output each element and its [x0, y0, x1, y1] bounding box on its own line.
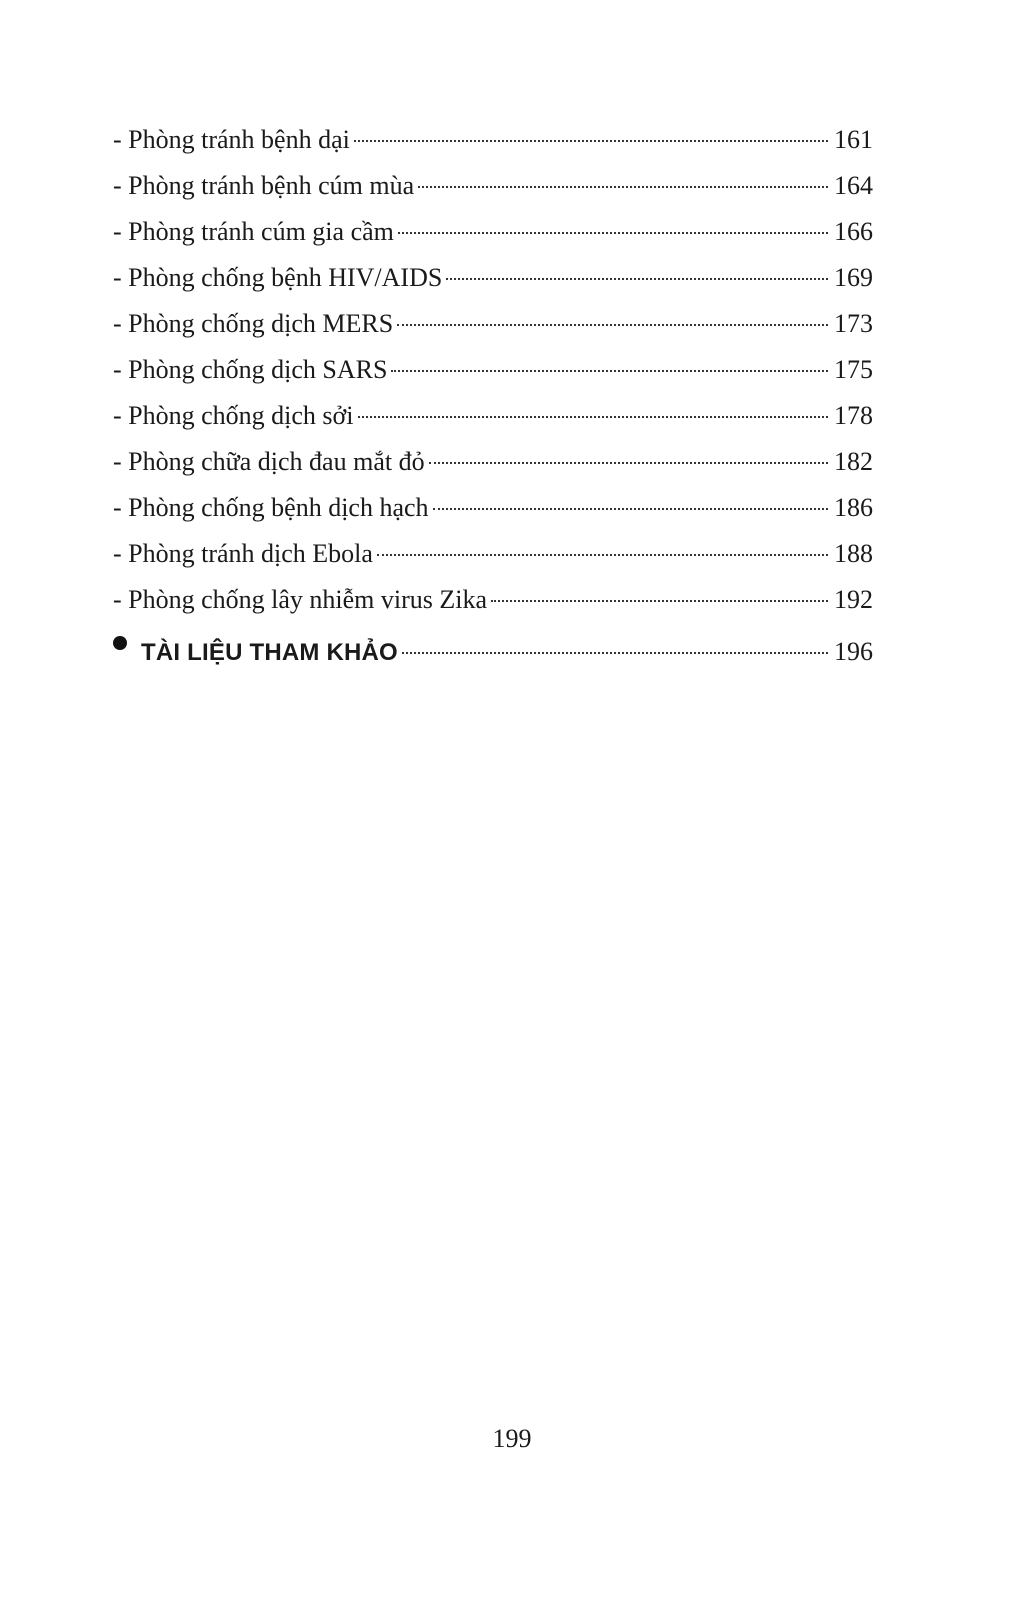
dot-leader — [402, 652, 828, 654]
toc-entry-title: - Phòng chữa dịch đau mắt đỏ — [113, 447, 425, 476]
toc-section-page: 196 — [834, 637, 873, 666]
dot-leader — [354, 140, 828, 142]
toc-entry-page: 173 — [834, 309, 873, 338]
dot-leader — [377, 554, 828, 556]
dot-leader — [391, 370, 828, 372]
page-number: 199 — [492, 1424, 532, 1453]
toc-entry — [113, 393, 873, 439]
toc-entry-title: - Phòng tránh bệnh cúm mùa — [113, 171, 415, 200]
toc-entry — [113, 117, 873, 163]
toc-entry — [113, 163, 873, 209]
dot-leader — [433, 508, 828, 510]
toc-entry-title: - Phòng tránh cúm gia cầm — [113, 217, 394, 246]
toc-entry — [113, 301, 873, 347]
toc-entry-page: 175 — [834, 355, 873, 384]
dot-leader — [418, 186, 828, 188]
dot-leader — [429, 462, 828, 464]
toc-entry-page: 166 — [834, 217, 873, 246]
toc-section-title: TÀI LIỆU THAM KHẢO — [141, 639, 398, 666]
toc-entry — [113, 347, 873, 393]
dot-leader — [446, 278, 828, 280]
dot-leader — [398, 232, 828, 234]
toc-entry-title: - Phòng tránh dịch Ebola — [113, 539, 373, 568]
toc-entry-title: - Phòng chống lây nhiễm virus Zika — [113, 585, 488, 614]
toc-entry-title: - Phòng chống bệnh dịch hạch — [113, 493, 429, 522]
toc-entry — [113, 485, 873, 531]
dot-leader — [491, 600, 828, 602]
toc-entry-title: - Phòng chống bệnh HIV/AIDS — [113, 263, 443, 292]
toc-entry — [113, 209, 873, 255]
toc-entry-page: 161 — [834, 125, 873, 154]
toc-entry — [113, 255, 873, 301]
toc-entry — [113, 577, 873, 623]
dot-leader — [358, 416, 828, 418]
toc-entry-title: - Phòng chống dịch SARS — [113, 355, 388, 384]
toc-entry-page: 188 — [834, 539, 873, 568]
table-of-contents — [113, 117, 873, 623]
toc-entry-title: - Phòng chống dịch sởi — [113, 401, 354, 430]
toc-entry-page: 192 — [834, 585, 873, 614]
toc-entry-title: - Phòng tránh bệnh dại — [113, 125, 350, 154]
bullet-icon — [113, 636, 127, 650]
dot-leader — [397, 324, 828, 326]
toc-entry-title: - Phòng chống dịch MERS — [113, 309, 394, 338]
toc-entry-page: 186 — [834, 493, 873, 522]
toc-entry-page: 164 — [834, 171, 873, 200]
toc-entry — [113, 439, 873, 485]
toc-entry-page: 169 — [834, 263, 873, 292]
toc-section-references — [113, 629, 873, 675]
toc-entry-page: 178 — [834, 401, 873, 430]
toc-entry-page: 182 — [834, 447, 873, 476]
toc-entry — [113, 531, 873, 577]
